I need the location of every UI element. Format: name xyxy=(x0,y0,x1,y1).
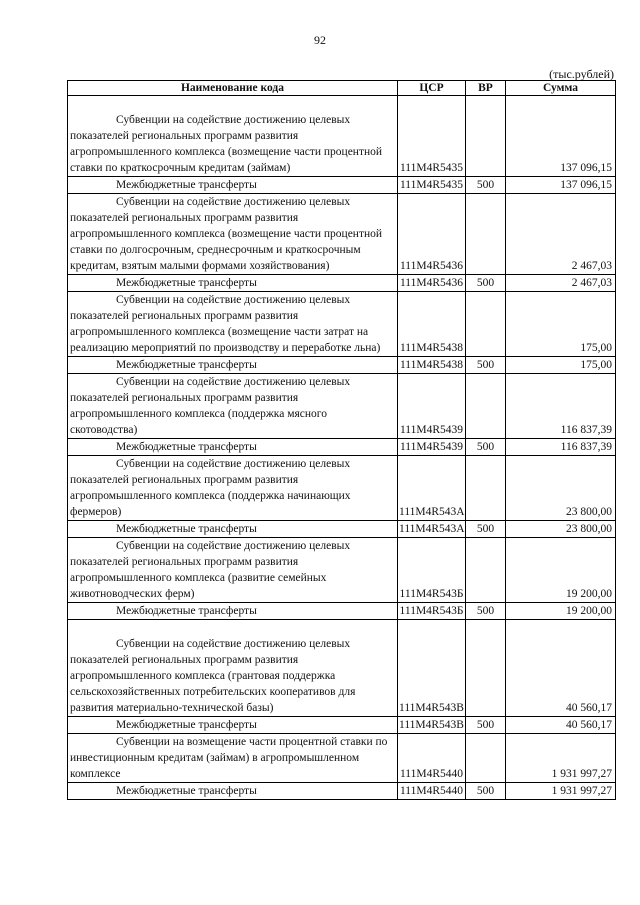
cell-vr: 500 xyxy=(466,177,506,194)
cell-csr: 111M4R5440 xyxy=(398,734,466,783)
cell-name: Субвенции на содействие достижению целевых показателей региональных программ развития агропромышленного комплекса (грантовая поддержка сельскохозяйственных потребительских кооперативов для развития материально-технической базы) xyxy=(68,620,398,717)
cell-sum: 19 200,00 xyxy=(506,538,616,603)
cell-name: Субвенции на содействие достижению целевых показателей региональных программ развития агропромышленного комплекса (возмещение части процентной ставки по краткосрочным кредитам (займам) xyxy=(68,96,398,177)
cell-csr: 111M4R5439 xyxy=(398,439,466,456)
cell-vr: 500 xyxy=(466,521,506,538)
cell-vr: 500 xyxy=(466,783,506,800)
cell-sum: 175,00 xyxy=(506,292,616,357)
table-row-transfer xyxy=(68,717,616,734)
cell-csr: 111M4R543Б xyxy=(398,538,466,603)
table-body xyxy=(68,96,616,800)
cell-vr: 500 xyxy=(466,275,506,292)
cell-csr: 111M4R543В xyxy=(398,620,466,717)
cell-sum: 116 837,39 xyxy=(506,439,616,456)
cell-vr: 500 xyxy=(466,357,506,374)
cell-sum: 40 560,17 xyxy=(506,717,616,734)
cell-vr: 500 xyxy=(466,717,506,734)
cell-sum: 40 560,17 xyxy=(506,620,616,717)
cell-vr xyxy=(466,374,506,439)
table-row-subvention xyxy=(68,194,616,275)
cell-sum: 23 800,00 xyxy=(506,521,616,538)
cell-name: Субвенции на содействие достижению целевых показателей региональных программ развития агропромышленного комплекса (развитие семейных животноводческих ферм) xyxy=(68,538,398,603)
cell-name: Межбюджетные трансферты xyxy=(68,177,398,194)
cell-csr: 111M4R5438 xyxy=(398,292,466,357)
cell-name: Межбюджетные трансферты xyxy=(68,357,398,374)
cell-sum: 137 096,15 xyxy=(506,96,616,177)
cell-name: Межбюджетные трансферты xyxy=(68,521,398,538)
table-row-subvention xyxy=(68,456,616,521)
cell-sum: 2 467,03 xyxy=(506,194,616,275)
cell-sum: 19 200,00 xyxy=(506,603,616,620)
cell-vr: 500 xyxy=(466,603,506,620)
cell-vr xyxy=(466,194,506,275)
cell-csr: 111M4R5440 xyxy=(398,783,466,800)
table-row-subvention xyxy=(68,96,616,177)
cell-csr: 111M4R5436 xyxy=(398,194,466,275)
cell-csr: 111M4R543A xyxy=(398,521,466,538)
cell-sum: 116 837,39 xyxy=(506,374,616,439)
cell-csr: 111M4R5436 xyxy=(398,275,466,292)
table-row-subvention xyxy=(68,620,616,717)
cell-csr: 111M4R543Б xyxy=(398,603,466,620)
cell-name: Субвенции на содействие достижению целевых показателей региональных программ развития агропромышленного комплекса (возмещение части затрат на реализацию мероприятий по производству и переработке льна) xyxy=(68,292,398,357)
cell-sum: 1 931 997,27 xyxy=(506,734,616,783)
header-sum: Сумма xyxy=(506,81,616,96)
table-row-transfer xyxy=(68,603,616,620)
header-csr: ЦСР xyxy=(398,81,466,96)
cell-sum: 23 800,00 xyxy=(506,456,616,521)
table-row-subvention xyxy=(68,734,616,783)
table-row-transfer xyxy=(68,521,616,538)
table-row-subvention xyxy=(68,292,616,357)
cell-sum: 137 096,15 xyxy=(506,177,616,194)
table-row-subvention xyxy=(68,374,616,439)
cell-vr xyxy=(466,292,506,357)
cell-csr: 111M4R5435 xyxy=(398,177,466,194)
page-number: 92 xyxy=(314,33,326,47)
cell-csr: 111M4R5439 xyxy=(398,374,466,439)
table-row-transfer xyxy=(68,177,616,194)
table-row-subvention xyxy=(68,538,616,603)
cell-sum: 2 467,03 xyxy=(506,275,616,292)
cell-csr: 111M4R5438 xyxy=(398,357,466,374)
cell-vr xyxy=(466,96,506,177)
cell-sum: 175,00 xyxy=(506,357,616,374)
cell-vr xyxy=(466,538,506,603)
table-header xyxy=(68,81,616,96)
table-row-transfer xyxy=(68,275,616,292)
unit-note: (тыс.рублей) xyxy=(549,67,614,81)
cell-name: Межбюджетные трансферты xyxy=(68,603,398,620)
header-vr: ВР xyxy=(466,81,506,96)
cell-vr xyxy=(466,456,506,521)
cell-vr xyxy=(466,620,506,717)
cell-name: Субвенции на возмещение части процентной ставки по инвестиционным кредитам (займам) в агропромышленном комплексе xyxy=(68,734,398,783)
cell-csr: 111M4R543A xyxy=(398,456,466,521)
budget-table xyxy=(67,80,616,800)
cell-csr: 111M4R5435 xyxy=(398,96,466,177)
cell-name: Межбюджетные трансферты xyxy=(68,275,398,292)
cell-name: Межбюджетные трансферты xyxy=(68,783,398,800)
cell-vr xyxy=(466,734,506,783)
table-row-transfer xyxy=(68,357,616,374)
cell-name: Субвенции на содействие достижению целевых показателей региональных программ развития агропромышленного комплекса (поддержка мясного скотоводства) xyxy=(68,374,398,439)
cell-name: Межбюджетные трансферты xyxy=(68,439,398,456)
cell-sum: 1 931 997,27 xyxy=(506,783,616,800)
table-row-transfer xyxy=(68,439,616,456)
table-row-transfer xyxy=(68,783,616,800)
cell-csr: 111M4R543В xyxy=(398,717,466,734)
cell-name: Субвенции на содействие достижению целевых показателей региональных программ развития агропромышленного комплекса (возмещение части процентной ставки по долгосрочным, среднесрочным и краткосрочным кредитам, взятым малыми формами хозяйствования) xyxy=(68,194,398,275)
cell-vr: 500 xyxy=(466,439,506,456)
cell-name: Субвенции на содействие достижению целевых показателей региональных программ развития агропромышленного комплекса (поддержка начинающих фермеров) xyxy=(68,456,398,521)
header-name: Наименование кода xyxy=(68,81,398,96)
cell-name: Межбюджетные трансферты xyxy=(68,717,398,734)
